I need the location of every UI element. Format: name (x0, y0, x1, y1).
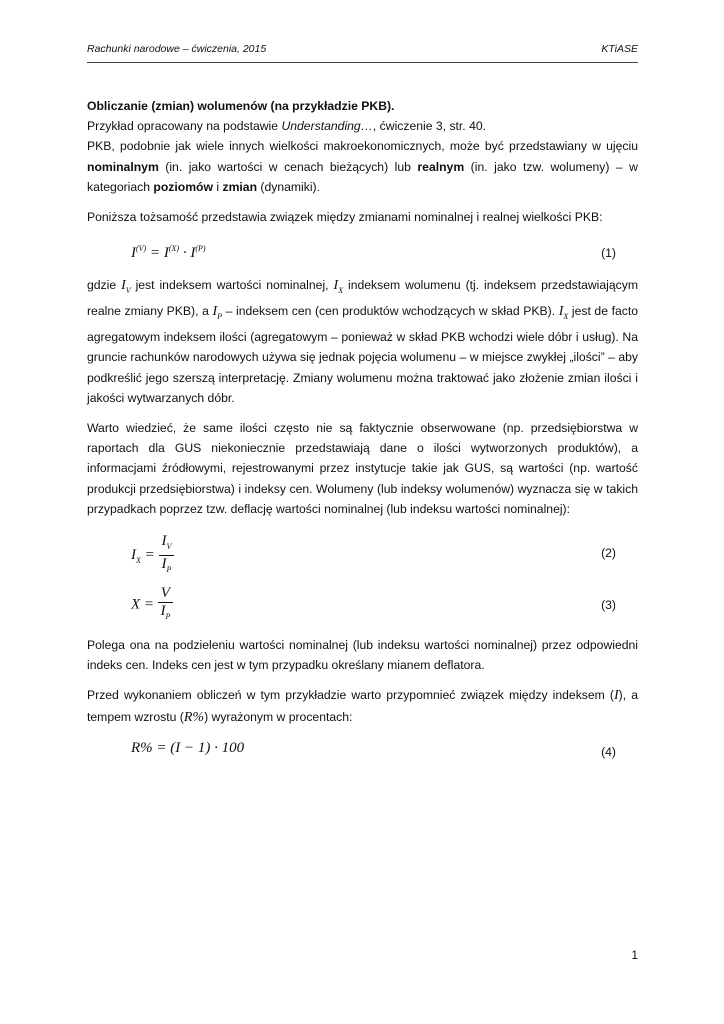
page-header (87, 43, 638, 55)
section-title: Obliczanie (zmian) wolumenów (na przykładzie PKB). (87, 99, 395, 113)
page-number: 1 (631, 948, 638, 962)
equation-3: X = $\frac{V}{I_P}$ (3) (131, 585, 616, 622)
paragraph-deflation: Warto wiedzieć, że same ilości często nie są faktycznie obserwowane (np. przedsiębiorstwa w raportach dla GUS niekoniecznie przedstawiają dane o ilości wytworzonych produktów), a informacjami źródłowymi, rejestrowanymi przez instytucje takie jak GUS, są wartości (np. wartość produkcji przedsiębiorstwa) i indeksy cen. Wolumeny (lub indeksy wolumenów) wyznacza się w takich przypadkach poprzez tzw. deflację wartości nominalnej (lub indeksu wartości nominalnej): (87, 421, 638, 516)
equation-1: $I^{(V)} = I^{(X)} \cdot I^{(P)}$ (1) (87, 237, 638, 265)
paragraph-intro: PKB, podobnie jak wiele innych wielkości makroekonomicznych, może być przedstawiany w ujęciu nominalnym (in. jako wartości w cenach bieżących) lub realnym (in. jako tzw. wolumeny) – w kategoriach poziomów i zmian (dynamiki). (87, 139, 638, 194)
header-org: KTiASE (601, 43, 638, 55)
equation-number: (4) (601, 744, 616, 759)
equation-number: (3) (601, 598, 616, 613)
equation-2: $I_X$ = $\frac{I_V}{I_P}$ (2) (131, 533, 616, 575)
header-title: Rachunki narodowe – ćwiczenia, 2015 (87, 43, 267, 55)
source-line: Przykład opracowany na podstawie Understanding…, ćwiczenie 3, str. 40. (87, 119, 487, 134)
paragraph-identity: Poniższa tożsamość przedstawia związek między zmianami nominalnej i realnej wielkości PKB: (87, 210, 603, 225)
paragraph-deflator: Polega ona na podzieleniu wartości nominalnej (lub indeksu wartości nominalnej) przez odpowiedni indeks cen. Indeks cen jest w tym przypadku określany mianem deflatora. (87, 638, 638, 673)
paragraph-definitions: gdzie $I_V$ jest indeksem wartości nominalnej, $I_X$ indeksem wolumenu (tj. indeksem przedstawiającym realne zmiany PKB), a $I_P$ – indeksem cen (cen produktów wchodzących w skład PKB). $I_X$ jest de facto agregatowym indeksem ilości (agregatowym – ponieważ w skład PKB wchodzi wiele dóbr i usług). Na gruncie rachunków narodowych używa się jednak pojęcia wolumenu – w miejsce zwykłej „ilości” – aby podkreślić jego szerszą interpretację. Zmiany wolumenu można traktować jako złożenie zmian ilości i jakości wytwarzanych dóbr. (87, 278, 638, 405)
paragraph-growth: Przed wykonaniem obliczeń w tym przykładzie warto przypomnieć związek między indeksem (I), a tempem wzrostu (R%) wyrażonym w procentach: (87, 688, 639, 725)
equation-number: (1) (601, 246, 616, 261)
document-body (87, 96, 638, 764)
equation-4: R% = (I − 1) · 100 (4) (87, 736, 638, 764)
header-divider (87, 62, 638, 63)
equation-number: (2) (601, 546, 616, 561)
